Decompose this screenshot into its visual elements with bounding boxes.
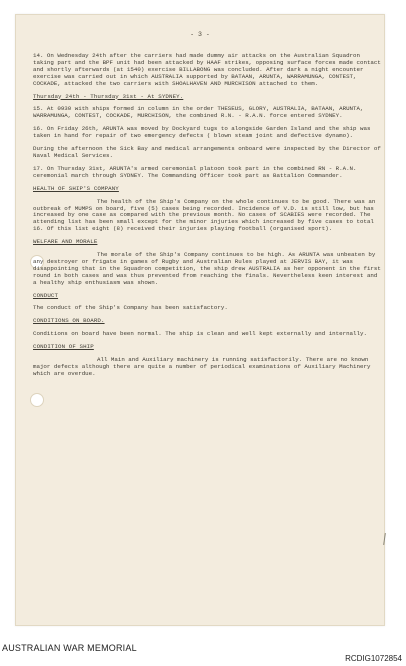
section-heading-condition-of-ship: CONDITION OF SHIP — [33, 343, 94, 351]
paragraph-14: 14. On Wednesday 24th after the carriers had made dummy air attacks on the Australian Squadron taking part and the BPF unit had been attacked by HAAF strikes, opposing surface forces made contact and shortly afterwards (at 1540) exercise BILLABONG was concluded. After dark a night encounter exercise was carried out in which AUSTRALIA supported by BATAAN, ARUNTA, WARRAMUNGA, CONTEST, COCKADE, attacked the two carriers with SHOALHAVEN AND MURCHISON attached to them. — [33, 52, 381, 87]
section-heading-sydney: Thursday 24th - Thursday 31st - At SYDNEY. — [33, 92, 184, 100]
document-body — [33, 53, 381, 384]
document-page — [15, 14, 385, 626]
paragraph-condition-of-ship: All Main and Auxiliary machinery is running satisfactorily. There are no known major defects although there are quite a number of periodical examinations of Auxiliary Machinery which are overdue. — [33, 356, 371, 377]
paragraph-15: 15. At 0930 with ships formed in column in the order THESEUS, GLORY, AUSTRALIA, BATAAN, ARUNTA, WARRAMUNGA, CONTEST, COCKADE, MURCHISON, the combined R.N. - R.A.N. force entered SYDNEY. — [33, 105, 364, 120]
section-heading-conditions: CONDITIONS ON BOARD. — [33, 317, 105, 325]
paragraph-16: 16. On Friday 26th, ARUNTA was moved by Dockyard tugs to alongside Garden Island and the ship was taken in hand for repair of two emergency defects ( blown steam joint and defective dynamo). — [33, 125, 371, 140]
paragraph-welfare: The morale of the Ship's Company continues to be high. As ARUNTA was unbeaten by any destroyer or frigate in games of Rugby and Australian Rules played at JERVIS BAY, it was disappointing that in the Squadron competition, the ship drew AUSTRALIA as her opponent in the first round in both cases and was thus prevented from reaching the finals. Nevertheless keen interest and a healthy ship enthusiasm was shown. — [33, 251, 381, 286]
archive-reference-id: RCDIG1072854 — [345, 654, 402, 663]
paragraph-16-continued: During the afternoon the Sick Bay and medical arrangements onboard were inspected by the Director of Naval Medical Services. — [33, 145, 381, 159]
paragraph-conduct: The conduct of the Ship's Company has been satisfactory. — [33, 304, 228, 312]
punch-hole-bottom — [30, 393, 44, 407]
archive-caption: AUSTRALIAN WAR MEMORIAL — [2, 643, 137, 653]
section-heading-conduct: CONDUCT — [33, 291, 59, 299]
section-heading-health: HEALTH OF SHIP'S COMPANY — [33, 184, 119, 192]
paragraph-17: 17. On Thursday 31st, ARUNTA's armed ceremonial platoon took part in the combined RN - R.A.N. ceremonial march through SYDNEY. The Commanding Officer took part as Battalion Commander. — [33, 164, 357, 179]
paragraph-conditions: Conditions on board have been normal. The ship is clean and well kept externally and internally. — [33, 330, 367, 338]
section-heading-welfare: WELFARE AND MORALE — [33, 238, 98, 246]
page-number: - 3 - — [190, 31, 210, 38]
paragraph-health: The health of the Ship's Company on the whole continues to be good. There was an outbreak of MUMPS on board, five (5) cases being recorded. Incidence of V.D. is still low, but has increased by one case as compared with the previous month. No cases of SCABIES were recorded. The attending list has been small except for the minor injuries which increased by five cases to total 16. Of this list eight (8) received their injuries playing football (organised sport). — [33, 197, 376, 233]
pencil-mark — [383, 533, 386, 545]
